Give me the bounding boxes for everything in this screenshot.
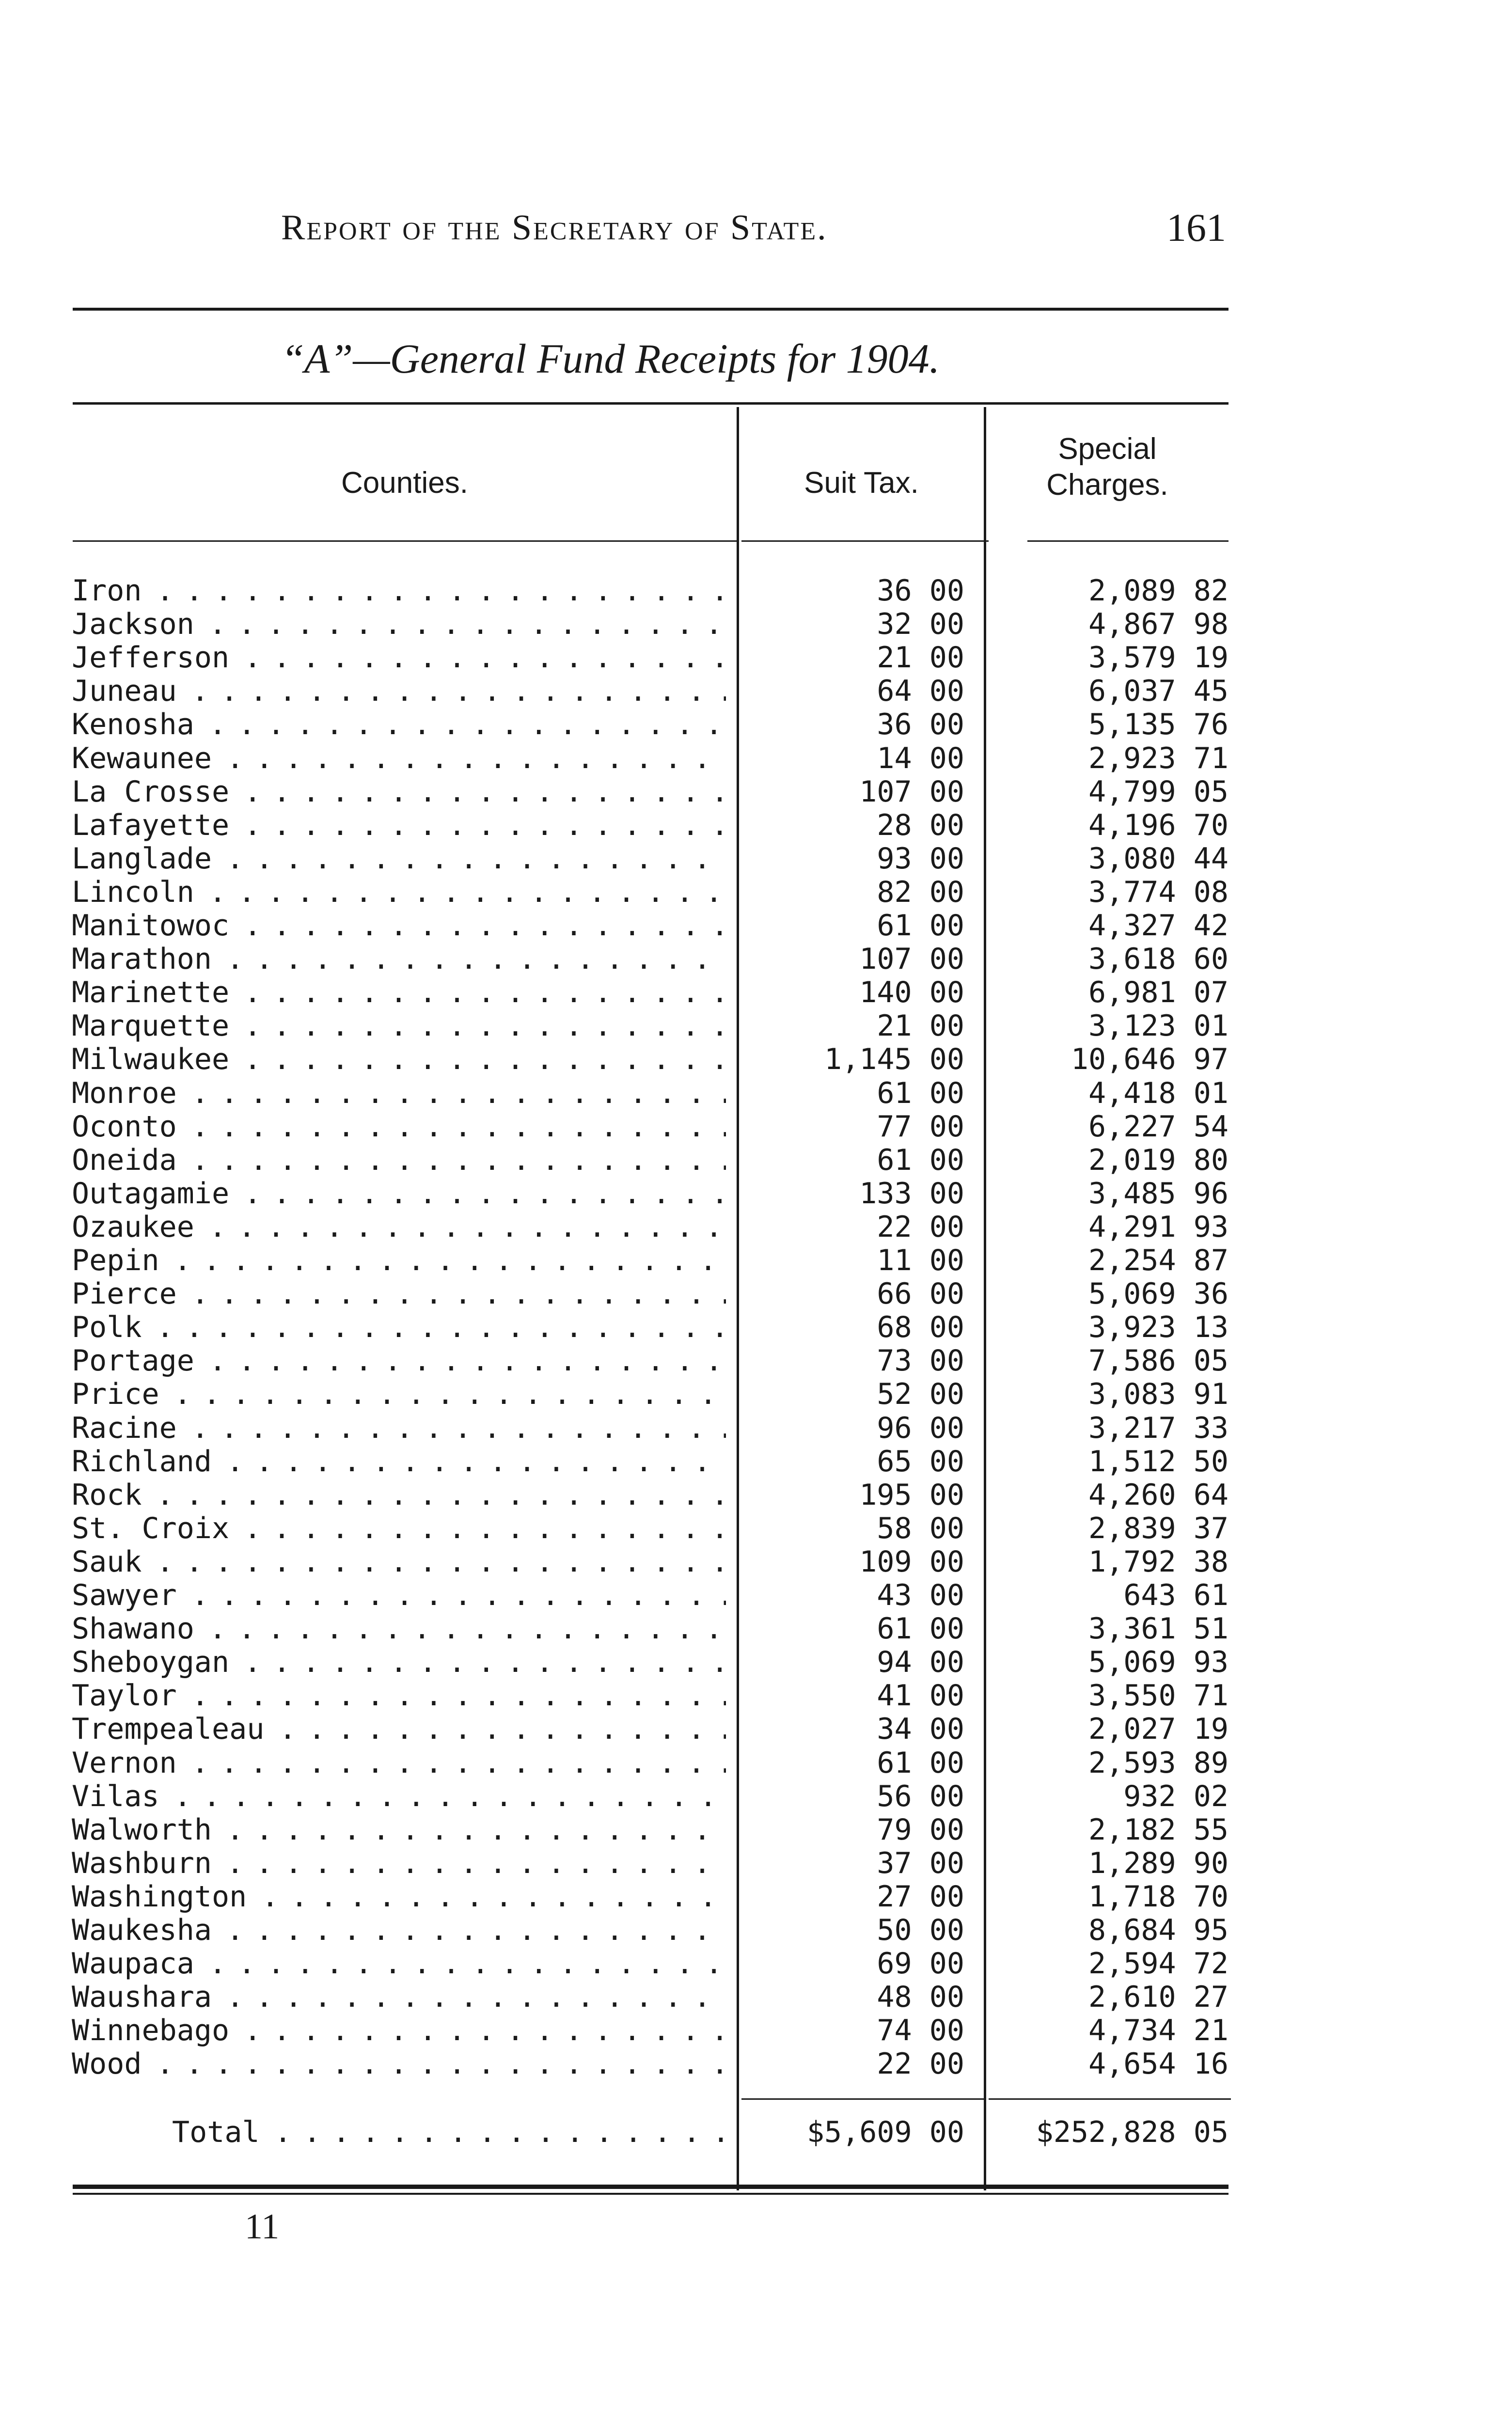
header-rule [1027, 540, 1228, 542]
suit-tax-value: 21 00 [877, 641, 964, 675]
suit-tax-value: 65 00 [877, 1444, 964, 1479]
header-special [986, 431, 1228, 503]
suit-tax-value: 37 00 [877, 1846, 964, 1880]
table-row [0, 1579, 1512, 1612]
special-charges-value: 3,123 01 [1088, 1009, 1228, 1043]
table-row [0, 1847, 1512, 1880]
county-name: Lafayette . . . [72, 809, 726, 842]
suit-tax-value: 32 00 [877, 607, 964, 642]
special-charges-value: 6,037 45 [1088, 674, 1228, 708]
special-charges-value: 8,684 95 [1088, 1913, 1228, 1947]
suit-tax-value: 21 00 [877, 1009, 964, 1043]
county-name: Oconto . . . [72, 1110, 726, 1144]
county-name: Marathon . . . [72, 943, 726, 976]
top-rule [73, 308, 1228, 311]
suit-tax-value: 61 00 [877, 1076, 964, 1110]
table-row [0, 708, 1512, 741]
county-name: St. Croix . . . [72, 1512, 726, 1545]
sum-rule [989, 2098, 1231, 2100]
county-name: Iron . . . [72, 574, 726, 608]
special-charges-value: 2,593 89 [1088, 1746, 1228, 1780]
table-row [0, 1077, 1512, 1110]
special-charges-value: 6,981 07 [1088, 975, 1228, 1010]
table-row [0, 1646, 1512, 1679]
bottom-rule [73, 2193, 1228, 2195]
county-name: Washburn . . . [72, 1847, 726, 1880]
county-name: Sheboygan . . . [72, 1646, 726, 1679]
special-charges-value: 4,196 70 [1088, 808, 1228, 842]
county-name: Shawano . . . [72, 1612, 726, 1646]
special-charges-value: 5,069 93 [1088, 1645, 1228, 1680]
suit-tax-value: 34 00 [877, 1712, 964, 1746]
county-name: Walworth . . . [72, 1813, 726, 1847]
special-charges-value: 3,618 60 [1088, 942, 1228, 976]
suit-tax-value: 61 00 [877, 909, 964, 943]
county-name: Waushara . . . [72, 1981, 726, 2014]
signature-mark: 11 [245, 2207, 280, 2247]
special-charges-value: 4,734 21 [1088, 2014, 1228, 2048]
table-row [0, 1545, 1512, 1579]
county-name: Jackson . . . [72, 608, 726, 641]
total-row [0, 2113, 1512, 2152]
county-name: Waukesha . . . [72, 1914, 726, 1947]
special-charges-value: 7,586 05 [1088, 1344, 1228, 1378]
table-row [0, 976, 1512, 1009]
table-row [0, 842, 1512, 876]
county-name: Wood . . . [72, 2047, 726, 2081]
special-charges-value: 2,027 19 [1088, 1712, 1228, 1746]
county-name: Marquette . . . [72, 1009, 726, 1043]
county-name: Kenosha . . . [72, 708, 726, 741]
table-row [0, 1445, 1512, 1479]
special-charges-value: 3,083 91 [1088, 1377, 1228, 1412]
table-row [0, 574, 1512, 608]
special-charges-value: 1,792 38 [1088, 1544, 1228, 1579]
total-suit-tax: $5,609 00 [806, 2115, 964, 2149]
bottom-rule [73, 2185, 1228, 2189]
page-number: 161 [1166, 205, 1226, 250]
county-name: La Crosse . . . [72, 775, 726, 809]
table-row [0, 1813, 1512, 1847]
suit-tax-value: 64 00 [877, 674, 964, 708]
table-row [0, 641, 1512, 675]
special-charges-value: 3,550 71 [1088, 1679, 1228, 1713]
special-charges-value: 2,594 72 [1088, 1947, 1228, 1981]
suit-tax-value: 73 00 [877, 1344, 964, 1378]
header-special-line2: Charges. [1046, 468, 1168, 502]
special-charges-value: 3,923 13 [1088, 1310, 1228, 1345]
table-row [0, 1311, 1512, 1344]
county-name: Richland . . . [72, 1445, 726, 1479]
suit-tax-value: 107 00 [859, 942, 964, 976]
suit-tax-value: 36 00 [877, 574, 964, 608]
table-title: “A”—General Fund Receipts for 1904. [281, 335, 940, 382]
county-name: Lincoln . . . [72, 876, 726, 909]
county-name: Vernon . . . [72, 1746, 726, 1780]
table-row [0, 1880, 1512, 1914]
county-name: Oneida . . . [72, 1144, 726, 1177]
suit-tax-value: 93 00 [877, 841, 964, 876]
special-charges-value: 3,361 51 [1088, 1612, 1228, 1646]
table-row [0, 1981, 1512, 2014]
special-charges-value: 2,610 27 [1088, 1980, 1228, 2014]
table-row [0, 876, 1512, 909]
special-charges-value: 3,217 33 [1088, 1411, 1228, 1445]
special-charges-value: 4,291 93 [1088, 1210, 1228, 1244]
table-row [0, 1277, 1512, 1311]
table-row [0, 775, 1512, 809]
suit-tax-value: 107 00 [859, 774, 964, 809]
table-row [0, 1144, 1512, 1177]
county-name: Sawyer . . . [72, 1579, 726, 1612]
suit-tax-value: 52 00 [877, 1377, 964, 1412]
special-charges-value: 5,135 76 [1088, 708, 1228, 742]
special-charges-value: 2,182 55 [1088, 1812, 1228, 1847]
table-row [0, 1947, 1512, 1981]
special-charges-value: 6,227 54 [1088, 1109, 1228, 1144]
header-rule [73, 540, 737, 542]
special-charges-value: 4,867 98 [1088, 607, 1228, 642]
table-row [0, 1043, 1512, 1076]
county-name: Price . . . [72, 1378, 726, 1411]
table-row [0, 1378, 1512, 1411]
county-name: Taylor . . . [72, 1679, 726, 1713]
header-counties: Counties. [341, 466, 468, 500]
special-charges-value: 4,260 64 [1088, 1478, 1228, 1512]
suit-tax-value: 61 00 [877, 1746, 964, 1780]
special-charges-value: 4,418 01 [1088, 1076, 1228, 1110]
table-row [0, 909, 1512, 943]
county-name: Washington . . . [72, 1880, 726, 1914]
table-row [0, 1244, 1512, 1277]
county-name: Trempealeau . . . [72, 1713, 726, 1746]
table-row [0, 809, 1512, 842]
special-charges-value: 3,080 44 [1088, 841, 1228, 876]
table-row [0, 675, 1512, 708]
county-name: Outagamie . . . [72, 1177, 726, 1211]
header-special-line1: Special [1058, 432, 1157, 466]
special-charges-value: 1,512 50 [1088, 1444, 1228, 1479]
table-row [0, 608, 1512, 641]
county-name: Marinette . . . [72, 976, 726, 1009]
special-charges-value: 10,646 97 [1071, 1042, 1228, 1077]
suit-tax-value: 140 00 [859, 975, 964, 1010]
suit-tax-value: 48 00 [877, 1980, 964, 2014]
suit-tax-value: 61 00 [877, 1612, 964, 1646]
table-row [0, 1412, 1512, 1445]
total-special-charges: $252,828 05 [1036, 2115, 1228, 2149]
special-charges-value: 1,289 90 [1088, 1846, 1228, 1880]
special-charges-value: 5,069 36 [1088, 1277, 1228, 1311]
table-row [0, 1914, 1512, 1947]
county-name: Racine . . . [72, 1412, 726, 1445]
suit-tax-value: 66 00 [877, 1277, 964, 1311]
table-row [0, 1177, 1512, 1211]
county-name: Manitowoc . . . [72, 909, 726, 943]
table-row [0, 1679, 1512, 1713]
county-name: Ozaukee . . . [72, 1211, 726, 1244]
suit-tax-value: 77 00 [877, 1109, 964, 1144]
table-row [0, 1780, 1512, 1813]
special-charges-value: 2,839 37 [1088, 1511, 1228, 1545]
county-name: Langlade . . . [72, 842, 726, 876]
table-row [0, 943, 1512, 976]
suit-tax-value: 56 00 [877, 1779, 964, 1813]
special-charges-value: 3,579 19 [1088, 641, 1228, 675]
county-name: Jefferson . . . [72, 641, 726, 675]
suit-tax-value: 133 00 [859, 1176, 964, 1211]
total-label: Total . . . [172, 2113, 724, 2152]
county-name: Winnebago . . . [72, 2014, 726, 2047]
special-charges-value: 4,654 16 [1088, 2047, 1228, 2081]
county-name: Sauk . . . [72, 1545, 726, 1579]
special-charges-value: 4,327 42 [1088, 909, 1228, 943]
table-row [0, 1009, 1512, 1043]
suit-tax-value: 61 00 [877, 1143, 964, 1177]
suit-tax-value: 69 00 [877, 1947, 964, 1981]
county-name: Monroe . . . [72, 1077, 726, 1110]
county-name: Pierce . . . [72, 1277, 726, 1311]
suit-tax-value: 109 00 [859, 1544, 964, 1579]
table-row [0, 1713, 1512, 1746]
suit-tax-value: 74 00 [877, 2014, 964, 2048]
special-charges-value: 4,799 05 [1088, 774, 1228, 809]
table-row [0, 1211, 1512, 1244]
special-charges-value: 2,019 80 [1088, 1143, 1228, 1177]
special-charges-value: 3,774 08 [1088, 875, 1228, 909]
suit-tax-value: 94 00 [877, 1645, 964, 1680]
suit-tax-value: 27 00 [877, 1879, 964, 1914]
suit-tax-value: 22 00 [877, 2047, 964, 2081]
suit-tax-value: 28 00 [877, 808, 964, 842]
county-name: Milwaukee . . . [72, 1043, 726, 1076]
county-name: Portage . . . [72, 1344, 726, 1378]
header-rule [741, 540, 989, 542]
suit-tax-value: 43 00 [877, 1578, 964, 1612]
suit-tax-value: 195 00 [859, 1478, 964, 1512]
county-name: Waupaca . . . [72, 1947, 726, 1981]
table-row [0, 1512, 1512, 1545]
suit-tax-value: 96 00 [877, 1411, 964, 1445]
table-row [0, 1344, 1512, 1378]
suit-tax-value: 1,145 00 [824, 1042, 964, 1077]
special-charges-value: 3,485 96 [1088, 1176, 1228, 1211]
suit-tax-value: 50 00 [877, 1913, 964, 1947]
county-name: Pepin . . . [72, 1244, 726, 1277]
running-title: Report of the Secretary of State. [281, 208, 828, 248]
special-charges-value: 1,718 70 [1088, 1879, 1228, 1914]
suit-tax-value: 79 00 [877, 1812, 964, 1847]
header-suit-tax: Suit Tax. [804, 466, 919, 500]
suit-tax-value: 11 00 [877, 1243, 964, 1277]
county-name: Polk . . . [72, 1311, 726, 1344]
suit-tax-value: 68 00 [877, 1310, 964, 1345]
special-charges-value: 2,089 82 [1088, 574, 1228, 608]
table-row [0, 2014, 1512, 2047]
special-charges-value: 2,254 87 [1088, 1243, 1228, 1277]
special-charges-value: 2,923 71 [1088, 741, 1228, 775]
table-row [0, 1746, 1512, 1780]
suit-tax-value: 36 00 [877, 708, 964, 742]
special-charges-value: 932 02 [1123, 1779, 1228, 1813]
page-header [0, 204, 1512, 252]
suit-tax-value: 14 00 [877, 741, 964, 775]
table-row [0, 1612, 1512, 1646]
county-name: Rock . . . [72, 1479, 726, 1512]
title-rule [73, 402, 1228, 405]
sum-rule [741, 2098, 984, 2100]
suit-tax-value: 58 00 [877, 1511, 964, 1545]
suit-tax-value: 22 00 [877, 1210, 964, 1244]
table-row [0, 1110, 1512, 1144]
special-charges-value: 643 61 [1123, 1578, 1228, 1612]
table-row [0, 2047, 1512, 2081]
suit-tax-value: 82 00 [877, 875, 964, 909]
table-row [0, 1479, 1512, 1512]
county-name: Juneau . . . [72, 675, 726, 708]
table-row [0, 742, 1512, 775]
county-name: Kewaunee . . . [72, 742, 726, 775]
county-name: Vilas . . . [72, 1780, 726, 1813]
suit-tax-value: 41 00 [877, 1679, 964, 1713]
